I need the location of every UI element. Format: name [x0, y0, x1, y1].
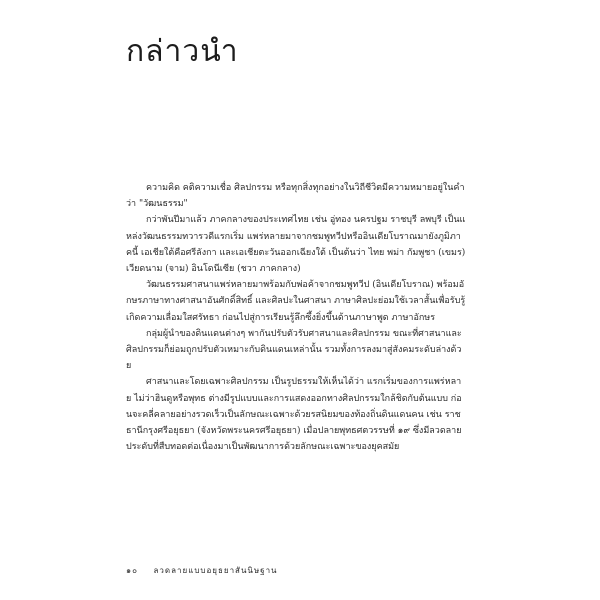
paragraph-4: กลุ่มผู้นำของดินแดนต่างๆ พากันปรับตัวรับศาสนาและศิลปกรรม ขณะที่ศาสนาและศิลปกรรมก็ย่อมถูกปรับตัวเหมาะกับดินแดนเหล่านั้น รวมทั้งการลงมาสู่สังคมระดับล่างด้วย: [126, 328, 462, 372]
paragraph-3: วัฒนธรรมศาสนาแพร่หลายมาพร้อมกับพ่อค้าจากชมพูทวีป (อินเดียโบราณ) พร้อมอักษรภาษาทางศาสนาอันศักดิ์สิทธิ์ และศิลปะในศาสนา ภาษาศิลปะย่อมใช้เวลาสั้นเพื่อรับรู้เกิดความเลื่อมใสศรัทธา ก่อนไปสู่การเรียนรู้ลึกซึ้งยิ่งขึ้นด้านภาษาพูด ภาษาอักษร: [126, 280, 466, 323]
paragraph-1: ความคิด คติความเชื่อ ศิลปกรรม หรือทุกสิ่งทุกอย่างในวิถีชีวิตมีความหมายอยู่ในคำว่า "วัฒนธรรม": [126, 183, 465, 210]
chapter-title: กล่าวนำ: [126, 34, 239, 69]
running-title: ลวดลายแบบอยุธยาสันนิษฐาน: [153, 566, 278, 575]
page-footer: [126, 564, 278, 577]
page-number: ๑๐: [126, 566, 138, 575]
body-text: [126, 180, 466, 455]
paragraph-2: กว่าพันปีมาแล้ว ภาคกลางของประเทศไทย เช่น อู่ทอง นครปฐม ราชบุรี ลพบุรี เป็นแหล่งวัฒนธรรมทวารวดีแรกเริ่ม แพร่หลายมาจากชมพูทวีปหรืออินเดียโบราณมายังภูมิภาคนี้ เอเชียใต้คือศรีลังกา และเอเชียตะวันออกเฉียงใต้ เป็นต้นว่า ไทย พม่า กัมพูชา (เขมร) เวียดนาม (จาม) อินโดนีเซีย (ชวา ภาคกลาง): [126, 215, 466, 275]
paragraph-5: ศาสนาและโดยเฉพาะศิลปกรรม เป็นรูปธรรมให้เห็นได้ว่า แรกเริ่มของการแพร่หลาย ไม่ว่าฮินดูหรือพุทธ ต่างมีรูปแบบและการแสดงออกทางศิลปกรรมใกล้ชิดกับต้นแบบ ก่อนจะคลี่คลายอย่างรวดเร็วเป็นลักษณะเฉพาะด้วยรสนิยมของท้องถิ่นดินแดนคน เช่น ราชธานีกรุงศรีอยุธยา (จังหวัดพระนครศรีอยุธยา) เมื่อปลายพุทธศตวรรษที่ ๑๙ ซึ่งมีลวดลายประดับที่สืบทอดต่อเนื่องมาเป็นพัฒนาการด้วยลักษณะเฉพาะของยุคสมัย: [126, 377, 462, 453]
